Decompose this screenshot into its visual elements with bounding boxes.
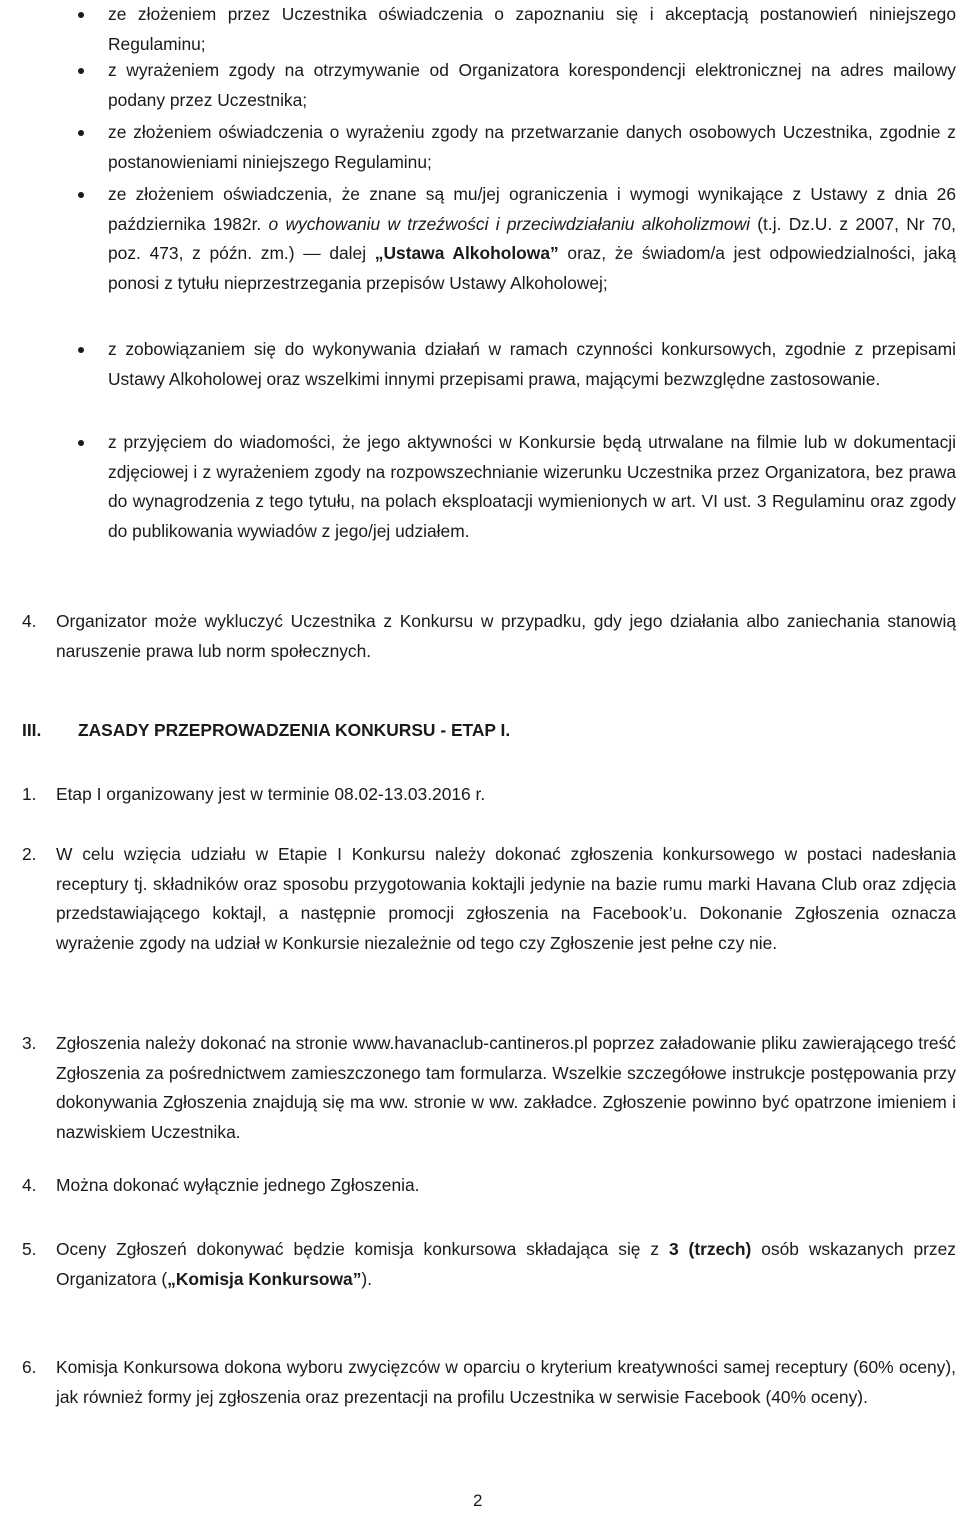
clause-5 bbox=[22, 1235, 956, 1294]
clause-text bbox=[56, 607, 956, 666]
section-roman-numeral: III. bbox=[22, 720, 42, 740]
bold-text-run: 3 (trzech) bbox=[668, 1239, 752, 1259]
clause-text bbox=[56, 780, 956, 810]
bullet-text bbox=[108, 428, 956, 546]
clause-4 bbox=[22, 1171, 956, 1201]
clause-4-exclusion bbox=[22, 607, 956, 666]
clause-2 bbox=[22, 840, 956, 958]
clause-1 bbox=[22, 780, 956, 810]
bullet-text bbox=[108, 118, 956, 177]
clause-text bbox=[56, 1171, 956, 1201]
clause-text bbox=[56, 1029, 956, 1147]
bullet-dot bbox=[78, 440, 84, 446]
bullet-item bbox=[108, 428, 956, 546]
text-run: Można dokonać wyłącznie jednego Zgłoszenia. bbox=[56, 1175, 420, 1195]
bullet-text bbox=[108, 335, 956, 394]
clause-number: 2. bbox=[22, 844, 37, 864]
clause-text bbox=[56, 1235, 956, 1294]
text-run: ze złożeniem oświadczenia o wyrażeniu zgody na przetwarzanie danych osobowych Uczestnika, zgodnie z postanowieniami niniejszego Regulaminu; bbox=[108, 122, 956, 172]
clause-number: 3. bbox=[22, 1033, 37, 1053]
text-run: ze złożeniem przez Uczestnika oświadczenia o zapoznaniu się i akceptacją postanowień niniejszego Regulaminu; bbox=[108, 4, 956, 54]
clause-number: 6. bbox=[22, 1357, 37, 1377]
clause-number: 4. bbox=[22, 611, 37, 631]
clause-3 bbox=[22, 1029, 956, 1147]
text-run: W celu wzięcia udziału w Etapie I Konkursu należy dokonać zgłoszenia konkursowego w postaci nadesłania receptury tj. składników oraz sposobu przygotowania koktajli jedynie na bazie rumu marki Havana Club oraz zdjęcia przedstawiającego koktajl, a następnie promocji zgłoszenia na Facebook’u. Dokonanie Zgłoszenia oznacza wyrażenie zgody na udział w Konkursie niezależnie od tego czy Zgłoszenie jest pełne czy nie. bbox=[56, 844, 956, 953]
bullet-item bbox=[108, 180, 956, 298]
bullet-text bbox=[108, 0, 956, 59]
bullet-text bbox=[108, 180, 956, 298]
bullet-item bbox=[108, 56, 956, 115]
clause-number: 1. bbox=[22, 784, 37, 804]
text-run: osób wskazanych przez Organizatora ( bbox=[56, 1239, 956, 1289]
bullet-dot bbox=[78, 130, 84, 136]
text-run: oraz, że świadom/a jest odpowiedzialności, jaką ponosi z tytułu nieprzestrzegania przepisów Ustawy Alkoholowej; bbox=[108, 243, 956, 293]
bold-text-run: „Ustawa Alkoholowa” bbox=[374, 243, 559, 264]
clause-number: 4. bbox=[22, 1175, 37, 1195]
text-run: z wyrażeniem zgody na otrzymywanie od Organizatora korespondencji elektronicznej na adres mailowy podany przez Uczestnika; bbox=[108, 60, 956, 110]
text-run: ze złożeniem oświadczenia, że znane są mu/jej ograniczenia i wymogi wynikające z Ustawy z dnia 26 października 1982r. bbox=[108, 184, 956, 234]
text-run: z zobowiązaniem się do wykonywania działań w ramach czynności konkursowych, zgodnie z przepisami Ustawy Alkoholowej oraz wszelkimi innymi przepisami prawa, mającymi bezwzględne zastosowanie. bbox=[108, 339, 956, 389]
bullet-text bbox=[108, 56, 956, 115]
italic-text-run: o wychowaniu w trzeźwości i przeciwdziałaniu alkoholizmowi bbox=[268, 213, 750, 234]
text-run: Komisja Konkursowa dokona wyboru zwycięzców w oparciu o kryterium kreatywności samej receptury (60% oceny), jak również formy jej zgłoszenia oraz prezentacji na profilu Uczestnika w serwisie Facebook (40% oceny). bbox=[56, 1357, 956, 1407]
clause-6 bbox=[22, 1353, 956, 1412]
text-run: (t.j. Dz.U. z 2007, Nr 70, poz. 473, z późn. zm.) — dalej bbox=[108, 213, 956, 264]
bold-text-run: „Komisja Konkursowa” bbox=[167, 1268, 362, 1289]
text-run: ). bbox=[361, 1268, 373, 1289]
bullet-item bbox=[108, 0, 956, 59]
text-run: Oceny Zgłoszeń dokonywać będzie komisja konkursowa składająca się z bbox=[56, 1239, 669, 1259]
bullet-item bbox=[108, 335, 956, 394]
text-run: z przyjęciem do wiadomości, że jego aktywności w Konkursie będą utrwalane na filmie lub w dokumentacji zdjęciowej i z wyrażeniem zgody na rozpowszechnianie wizerunku Uczestnika przez Organizatora, bez prawa do wynagrodzenia z tego tytułu, na polach eksploatacji wymienionych w art. VI ust. 3 Regulaminu oraz zgody do publikowania wywiadów z jego/jej udziałem. bbox=[108, 432, 956, 541]
bullet-dot bbox=[78, 347, 84, 353]
page-number: 2 bbox=[473, 1491, 483, 1510]
clause-number: 5. bbox=[22, 1239, 37, 1259]
text-run: Organizator może wykluczyć Uczestnika z Konkursu w przypadku, gdy jego działania albo zaniechania stanowią naruszenie prawa lub norm społecznych. bbox=[56, 611, 956, 661]
section-title: ZASADY PRZEPROWADZENIA KONKURSU - ETAP I. bbox=[78, 720, 511, 740]
bullet-dot bbox=[78, 12, 84, 18]
bullet-dot bbox=[78, 192, 84, 198]
bullet-dot bbox=[78, 68, 84, 74]
clause-text bbox=[56, 840, 956, 958]
text-run: Etap I organizowany jest w terminie 08.02-13.03.2016 r. bbox=[56, 784, 486, 804]
clause-text bbox=[56, 1353, 956, 1412]
text-run: Zgłoszenia należy dokonać na stronie www.havanaclub-cantineros.pl poprzez załadowanie pliku zawierającego treść Zgłoszenia za pośrednictwem zamieszczonego tam formularza. Wszelkie szczegółowe instrukcje postępowania przy dokonywania Zgłoszenia znajdują się ma ww. stronie w ww. zakładce. Zgłoszenie powinno być opatrzone imieniem i nazwiskiem Uczestnika. bbox=[56, 1033, 956, 1142]
bullet-item bbox=[108, 118, 956, 177]
